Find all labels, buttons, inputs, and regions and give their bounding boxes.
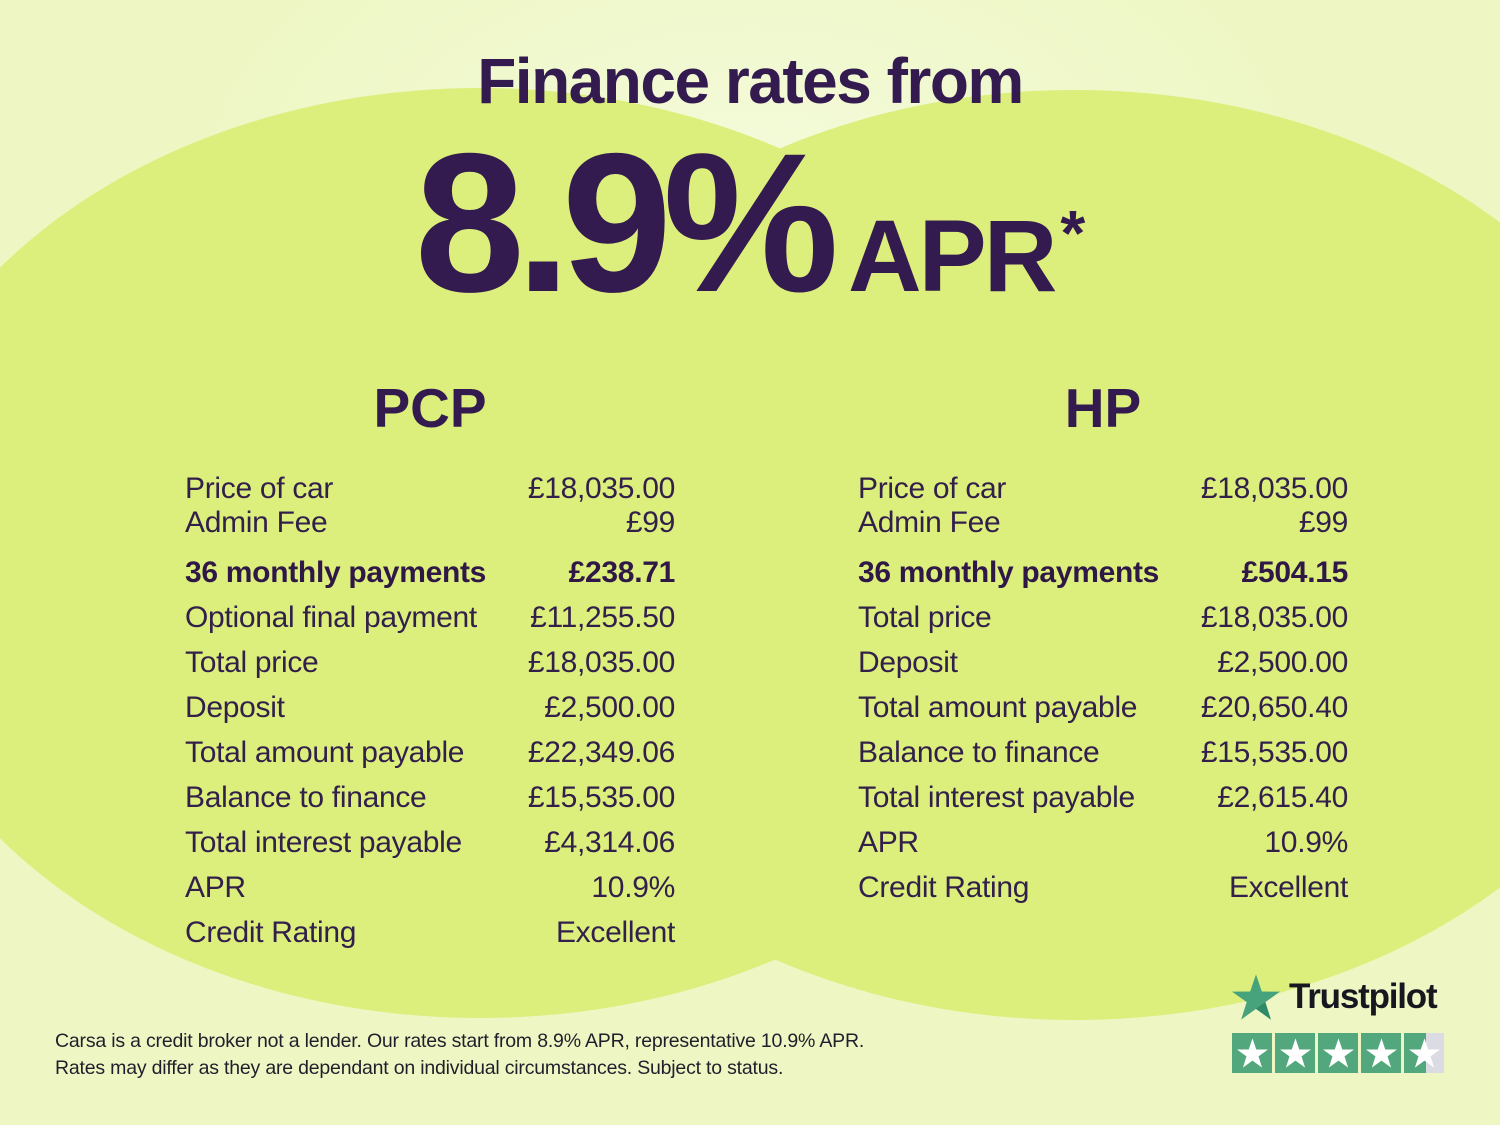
table-row (185, 730, 675, 775)
star-icon (1366, 1038, 1397, 1068)
table-row (185, 685, 675, 730)
row-label: APR (185, 870, 246, 904)
table-row (858, 595, 1348, 640)
row-label: Price of car (858, 472, 1007, 505)
row-label: Balance to finance (858, 735, 1100, 769)
trustpilot-rating-stars (1232, 1033, 1444, 1073)
row-label: Deposit (858, 645, 958, 679)
table-row (185, 910, 675, 955)
rating-star-box (1318, 1033, 1358, 1073)
row-value: £18,035.00 (1200, 472, 1348, 505)
trustpilot-wordmark: Trustpilot (1289, 977, 1437, 1016)
table-row (185, 550, 675, 595)
disclaimer-line-1: Carsa is a credit broker not a lender. Our rates start from 8.9% APR, representative 10.9% APR. (55, 1030, 865, 1052)
row-value: £18,035.00 (527, 645, 675, 679)
row-label: Total interest payable (858, 780, 1135, 814)
table-row (185, 506, 675, 540)
page-title: Finance rates from (477, 45, 1023, 117)
rate-apr-label: APR (848, 199, 1055, 313)
table-row (858, 820, 1348, 865)
row-label: Deposit (185, 690, 285, 724)
row-value: £2,500.00 (1217, 645, 1348, 679)
table-row (858, 506, 1348, 540)
star-icon (1237, 1038, 1268, 1068)
disclaimer (55, 1028, 864, 1081)
trustpilot-logo (1232, 974, 1444, 1020)
row-value: £2,615.40 (1217, 780, 1348, 814)
row-value: £15,535.00 (527, 780, 675, 814)
row-value: £99 (625, 506, 675, 539)
table-row (185, 595, 675, 640)
table-row (858, 775, 1348, 820)
rating-star-box (1275, 1033, 1315, 1073)
finance-table-pcp (185, 472, 675, 955)
table-row (185, 472, 675, 506)
row-label: Credit Rating (858, 870, 1030, 904)
row-label: Price of car (185, 472, 334, 505)
column-header-hp: HP (1064, 377, 1142, 439)
row-label: 36 monthly payments (858, 555, 1160, 589)
row-label: 36 monthly payments (185, 555, 487, 589)
rate-value: 8.9% (414, 112, 831, 333)
trustpilot-star-icon (1232, 974, 1280, 1020)
row-value: £20,650.40 (1200, 690, 1348, 724)
table-row (858, 640, 1348, 685)
row-value: Excellent (1228, 870, 1348, 904)
row-value: £238.71 (568, 555, 675, 589)
row-label: Total amount payable (858, 690, 1138, 724)
star-icon (1280, 1038, 1311, 1068)
row-label: Total amount payable (185, 735, 465, 769)
row-value: £504.15 (1241, 555, 1348, 589)
finance-table-hp (858, 472, 1348, 910)
row-value: £99 (1298, 506, 1348, 539)
table-row (185, 865, 675, 910)
row-label: Balance to finance (185, 780, 427, 814)
row-value: £4,314.06 (544, 825, 675, 859)
row-value: £18,035.00 (1200, 600, 1348, 634)
row-label: Credit Rating (185, 915, 357, 949)
rating-star-box (1404, 1033, 1444, 1073)
star-icon (1409, 1038, 1440, 1068)
star-icon (1323, 1038, 1354, 1068)
table-row (858, 865, 1348, 910)
table-row (185, 775, 675, 820)
row-label: Admin Fee (185, 506, 328, 539)
finance-column-pcp (185, 378, 675, 955)
row-label: Total price (858, 600, 992, 634)
row-label: Total price (185, 645, 319, 679)
row-label: APR (858, 825, 919, 859)
rating-star-box (1232, 1033, 1272, 1073)
rate-asterisk: * (1060, 197, 1086, 269)
row-label: Total interest payable (185, 825, 462, 859)
table-row (858, 685, 1348, 730)
disclaimer-line-2: Rates may differ as they are dependant on individual circumstances. Subject to status. (55, 1056, 784, 1079)
row-value: £2,500.00 (544, 690, 675, 724)
headline-rate (0, 112, 1500, 333)
row-label: Admin Fee (858, 506, 1001, 539)
row-value: Excellent (555, 915, 675, 949)
rating-star-box (1361, 1033, 1401, 1073)
table-row (858, 730, 1348, 775)
row-value: £22,349.06 (527, 735, 675, 769)
row-label: Optional final payment (185, 600, 477, 634)
finance-column-hp (858, 378, 1348, 910)
row-value: 10.9% (1264, 825, 1348, 859)
column-header-pcp: PCP (373, 377, 487, 439)
row-value: 10.9% (591, 870, 675, 904)
table-row (185, 640, 675, 685)
table-row (185, 820, 675, 865)
table-row (858, 550, 1348, 595)
row-value: £18,035.00 (527, 472, 675, 505)
trustpilot-block (1232, 974, 1444, 1073)
row-value: £11,255.50 (530, 600, 675, 634)
table-row (858, 472, 1348, 506)
row-value: £15,535.00 (1200, 735, 1348, 769)
